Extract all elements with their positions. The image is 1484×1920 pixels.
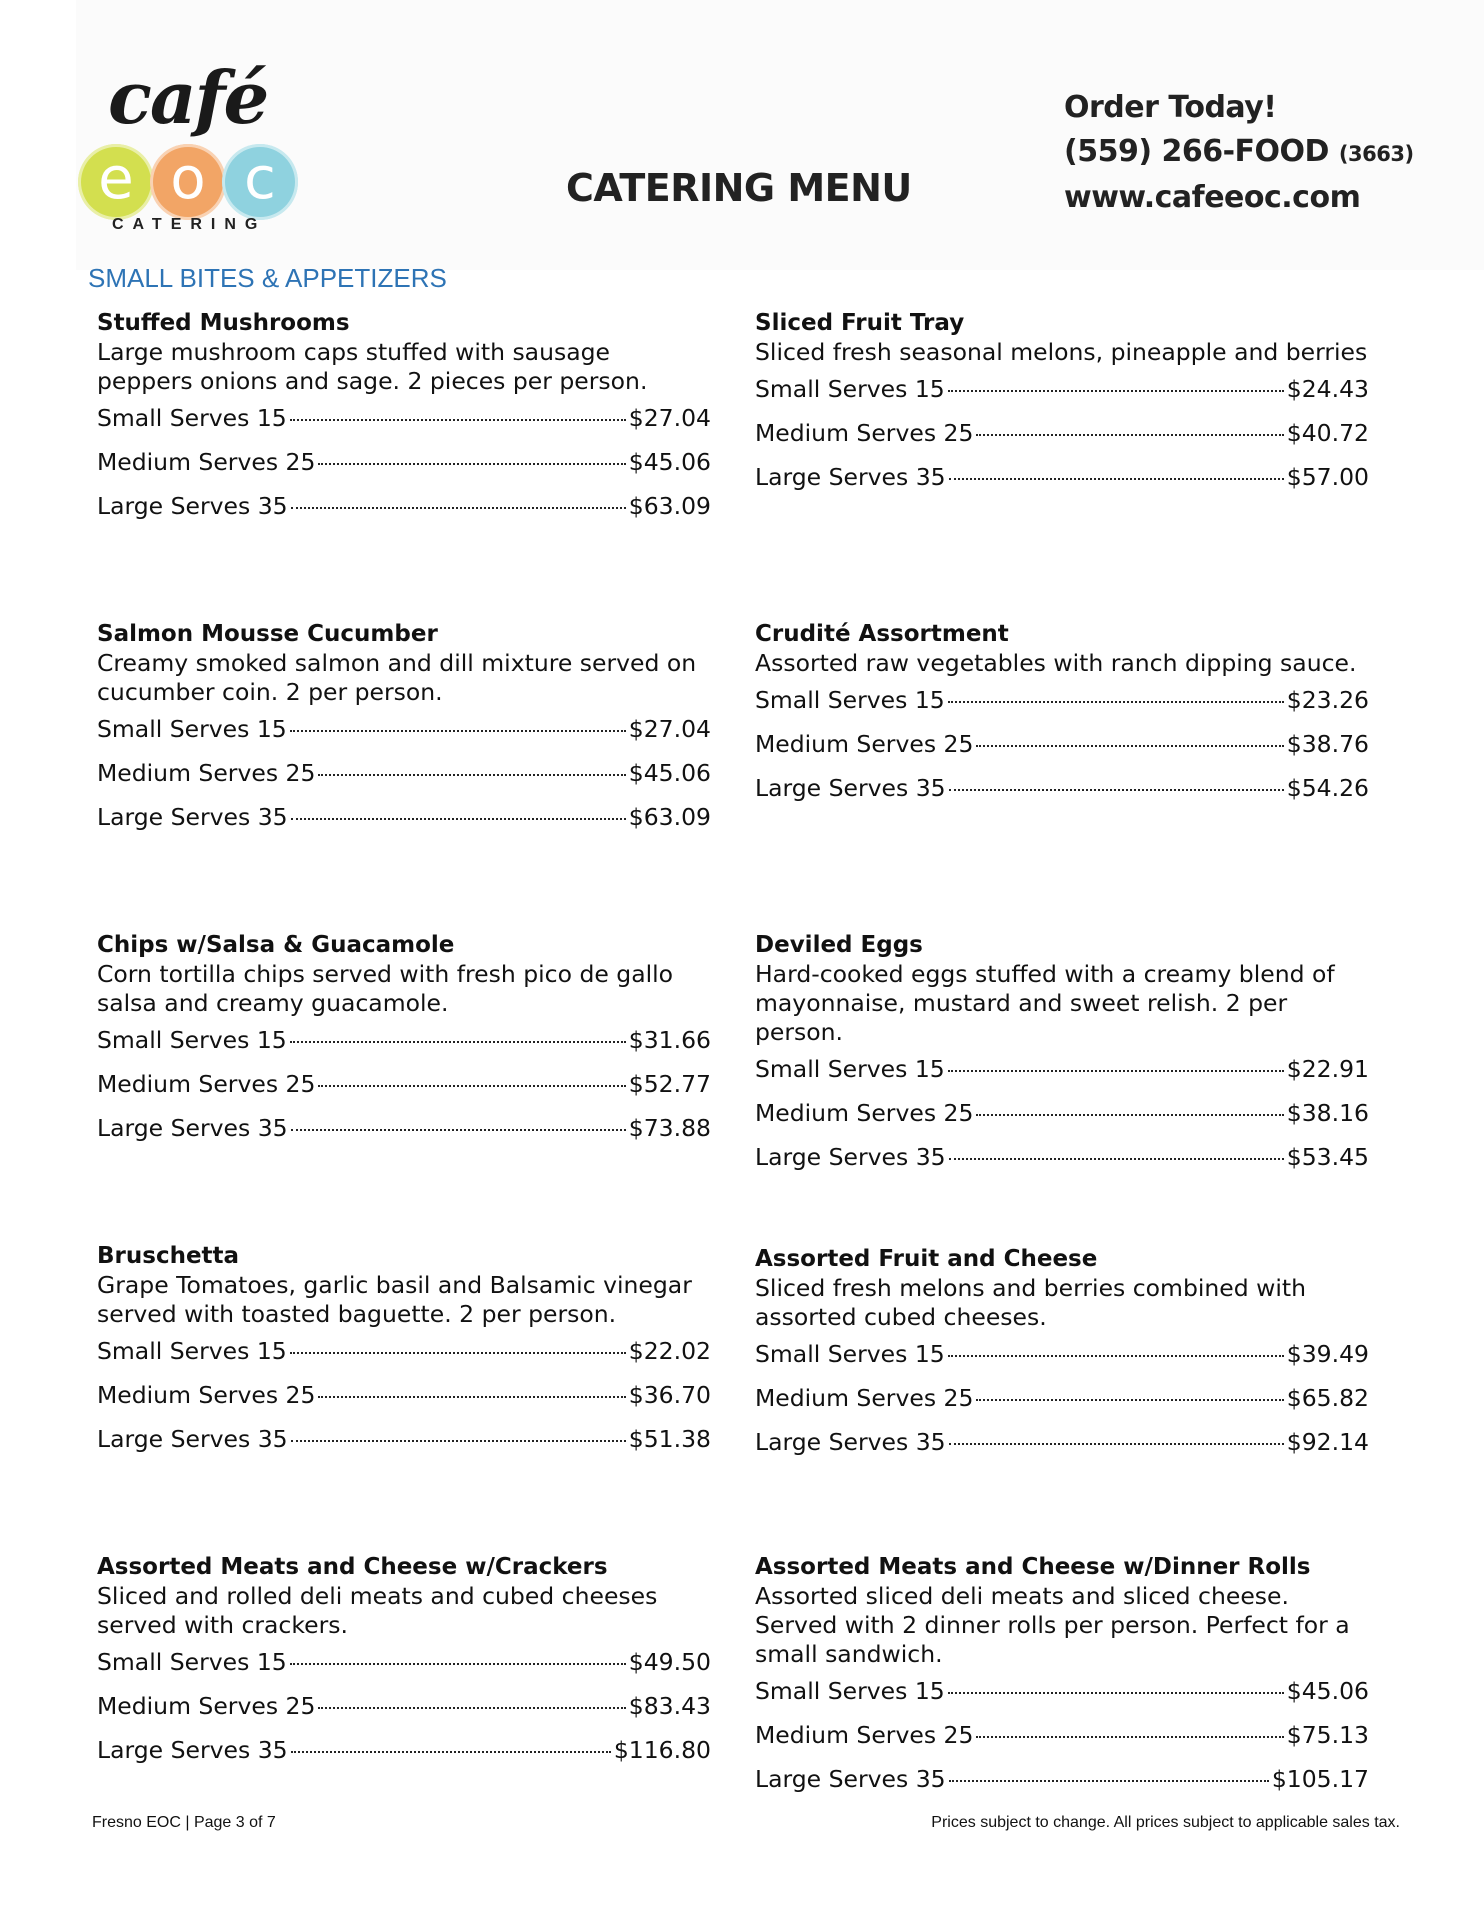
dot-leader xyxy=(290,1041,626,1043)
dot-leader xyxy=(318,774,625,776)
price-row xyxy=(97,440,711,484)
price-value: $31.66 xyxy=(628,1026,711,1054)
price-row xyxy=(755,1669,1369,1713)
price-value: $52.77 xyxy=(628,1070,711,1098)
price-row xyxy=(97,1373,711,1417)
price-label: Large Serves 35 xyxy=(755,463,946,491)
price-label: Medium Serves 25 xyxy=(755,1384,974,1412)
price-label: Medium Serves 25 xyxy=(755,1721,974,1749)
menu-item xyxy=(97,930,711,1150)
price-label: Medium Serves 25 xyxy=(755,419,974,447)
price-row xyxy=(97,1329,711,1373)
price-value: $38.16 xyxy=(1286,1099,1369,1127)
logo-circle-c: c xyxy=(222,144,298,220)
price-label: Small Serves 15 xyxy=(97,715,287,743)
menu-item xyxy=(755,1552,1369,1801)
price-value: $63.09 xyxy=(628,803,711,831)
phone-ext: (3663) xyxy=(1338,142,1414,166)
price-value: $57.00 xyxy=(1286,463,1369,491)
menu-item-name: Assorted Meats and Cheese w/Dinner Rolls xyxy=(755,1554,1311,1580)
menu-item-name: Bruschetta xyxy=(97,1243,240,1269)
menu-item-description: Large mushroom caps stuffed with sausage peppers onions and sage. 2 pieces per person. xyxy=(97,338,648,395)
dot-leader xyxy=(949,789,1284,791)
price-value: $75.13 xyxy=(1286,1721,1369,1749)
price-label: Small Serves 15 xyxy=(97,1337,287,1365)
dot-leader xyxy=(948,701,1284,703)
price-row xyxy=(97,707,711,751)
price-row xyxy=(755,766,1369,810)
price-row xyxy=(755,455,1369,499)
price-row xyxy=(97,396,711,440)
price-row xyxy=(755,411,1369,455)
dot-leader xyxy=(291,818,626,820)
price-label: Medium Serves 25 xyxy=(97,1692,316,1720)
section-title: SMALL BITES & APPETIZERS xyxy=(88,263,447,293)
menu-item xyxy=(755,1244,1369,1464)
dot-leader xyxy=(290,1352,626,1354)
price-value: $40.72 xyxy=(1286,419,1369,447)
menu-item-description: Assorted sliced deli meats and sliced cheese. Served with 2 dinner rolls per person. Perfect for a small sandwich. xyxy=(755,1582,1350,1668)
menu-item-name: Sliced Fruit Tray xyxy=(755,310,965,336)
price-label: Large Serves 35 xyxy=(755,774,946,802)
price-label: Large Serves 35 xyxy=(97,803,288,831)
price-row xyxy=(97,1062,711,1106)
price-row xyxy=(97,795,711,839)
dot-leader xyxy=(318,1707,625,1709)
menu-item-name: Crudité Assortment xyxy=(755,621,1009,647)
price-value: $73.88 xyxy=(628,1114,711,1142)
price-row xyxy=(755,1135,1369,1179)
price-label: Medium Serves 25 xyxy=(755,1099,974,1127)
price-value: $83.43 xyxy=(628,1692,711,1720)
dot-leader xyxy=(948,1692,1284,1694)
price-value: $36.70 xyxy=(628,1381,711,1409)
price-value: $27.04 xyxy=(628,404,711,432)
price-label: Small Serves 15 xyxy=(97,1648,287,1676)
price-label: Medium Serves 25 xyxy=(755,730,974,758)
price-label: Medium Serves 25 xyxy=(97,1381,316,1409)
menu-item xyxy=(755,930,1369,1179)
price-label: Small Serves 15 xyxy=(97,1026,287,1054)
price-value: $45.06 xyxy=(628,448,711,476)
price-value: $92.14 xyxy=(1286,1428,1369,1456)
price-row xyxy=(755,1091,1369,1135)
price-value: $27.04 xyxy=(628,715,711,743)
dot-leader xyxy=(291,1440,626,1442)
price-value: $23.26 xyxy=(1286,686,1369,714)
dot-leader xyxy=(976,1399,1283,1401)
dot-leader xyxy=(290,419,626,421)
dot-leader xyxy=(948,1070,1284,1072)
menu-item-description: Hard-cooked eggs stuffed with a creamy blend of mayonnaise, mustard and sweet relish. 2 per person. xyxy=(755,960,1335,1046)
price-row xyxy=(97,1640,711,1684)
menu-item-description: Sliced fresh melons and berries combined with assorted cubed cheeses. xyxy=(755,1274,1306,1331)
price-row xyxy=(97,1106,711,1150)
price-label: Medium Serves 25 xyxy=(97,1070,316,1098)
price-value: $53.45 xyxy=(1286,1143,1369,1171)
price-label: Large Serves 35 xyxy=(97,1114,288,1142)
price-label: Large Serves 35 xyxy=(97,1736,288,1764)
dot-leader xyxy=(949,1158,1284,1160)
price-label: Medium Serves 25 xyxy=(97,759,316,787)
price-value: $54.26 xyxy=(1286,774,1369,802)
price-value: $65.82 xyxy=(1286,1384,1369,1412)
menu-item-description: Sliced and rolled deli meats and cubed cheeses served with crackers. xyxy=(97,1582,658,1639)
dot-leader xyxy=(290,730,626,732)
cafe-eoc-logo xyxy=(78,55,303,237)
dot-leader xyxy=(948,1355,1284,1357)
price-row xyxy=(755,1047,1369,1091)
menu-item-description: Sliced fresh seasonal melons, pineapple and berries xyxy=(755,338,1368,366)
logo-circle-o: o xyxy=(150,144,226,220)
logo-script: café xyxy=(108,55,268,140)
menu-item-description: Assorted raw vegetables with ranch dipping sauce. xyxy=(755,649,1357,677)
price-label: Large Serves 35 xyxy=(97,492,288,520)
price-row xyxy=(755,1713,1369,1757)
menu-item-description: Creamy smoked salmon and dill mixture served on cucumber coin. 2 per person. xyxy=(97,649,697,706)
footer-disclaimer: Prices subject to change. All prices subject to applicable sales tax. xyxy=(931,1814,1400,1831)
phone-line xyxy=(1064,130,1414,176)
logo-subtitle: CATERING xyxy=(112,216,267,233)
menu-item-name: Stuffed Mushrooms xyxy=(97,310,350,336)
price-label: Medium Serves 25 xyxy=(97,448,316,476)
order-info xyxy=(1064,86,1414,220)
menu-item xyxy=(755,308,1369,499)
menu-item-description: Grape Tomatoes, garlic basil and Balsamic vinegar served with toasted baguette. 2 per person. xyxy=(97,1271,692,1328)
price-row xyxy=(97,1018,711,1062)
order-label: Order Today! xyxy=(1064,90,1277,125)
price-label: Small Serves 15 xyxy=(755,1055,945,1083)
price-value: $45.06 xyxy=(628,759,711,787)
website-link[interactable]: www.cafeeoc.com xyxy=(1064,180,1361,215)
price-row xyxy=(97,1684,711,1728)
dot-leader xyxy=(976,745,1283,747)
dot-leader xyxy=(949,1443,1284,1445)
menu-item-name: Chips w/Salsa & Guacamole xyxy=(97,932,455,958)
dot-leader xyxy=(948,390,1284,392)
price-value: $24.43 xyxy=(1286,375,1369,403)
dot-leader xyxy=(318,463,625,465)
price-value: $63.09 xyxy=(628,492,711,520)
footer-page-info: Fresno EOC | Page 3 of 7 xyxy=(92,1814,276,1831)
price-label: Small Serves 15 xyxy=(755,1677,945,1705)
price-value: $49.50 xyxy=(628,1648,711,1676)
menu-item xyxy=(97,1552,711,1772)
menu-item xyxy=(97,1241,711,1461)
dot-leader xyxy=(318,1396,625,1398)
price-row xyxy=(97,751,711,795)
price-label: Large Serves 35 xyxy=(97,1425,288,1453)
dot-leader xyxy=(976,434,1283,436)
menu-item-name: Assorted Meats and Cheese w/Crackers xyxy=(97,1554,608,1580)
menu-item xyxy=(97,619,711,839)
price-row xyxy=(755,722,1369,766)
dot-leader xyxy=(291,507,626,509)
price-row xyxy=(755,678,1369,722)
price-row xyxy=(755,367,1369,411)
price-value: $39.49 xyxy=(1286,1340,1369,1368)
price-value: $105.17 xyxy=(1271,1765,1369,1793)
price-row xyxy=(755,1332,1369,1376)
page-title: CATERING MENU xyxy=(566,166,912,210)
logo-circle-e: e xyxy=(78,144,154,220)
dot-leader xyxy=(949,478,1284,480)
price-row xyxy=(755,1420,1369,1464)
phone-number: (559) 266-FOOD xyxy=(1064,134,1329,169)
price-value: $38.76 xyxy=(1286,730,1369,758)
price-row xyxy=(97,1417,711,1461)
price-label: Large Serves 35 xyxy=(755,1143,946,1171)
dot-leader xyxy=(291,1129,626,1131)
price-row xyxy=(97,1728,711,1772)
price-label: Large Serves 35 xyxy=(755,1765,946,1793)
menu-item-name: Assorted Fruit and Cheese xyxy=(755,1246,1098,1272)
price-label: Large Serves 35 xyxy=(755,1428,946,1456)
price-label: Small Serves 15 xyxy=(755,375,945,403)
price-value: $116.80 xyxy=(613,1736,711,1764)
price-label: Small Serves 15 xyxy=(755,686,945,714)
price-value: $22.02 xyxy=(628,1337,711,1365)
dot-leader xyxy=(290,1663,626,1665)
price-value: $22.91 xyxy=(1286,1055,1369,1083)
price-row xyxy=(755,1757,1369,1801)
menu-item-name: Salmon Mousse Cucumber xyxy=(97,621,438,647)
price-row xyxy=(755,1376,1369,1420)
price-value: $51.38 xyxy=(628,1425,711,1453)
price-row xyxy=(97,484,711,528)
dot-leader xyxy=(976,1114,1283,1116)
price-label: Small Serves 15 xyxy=(755,1340,945,1368)
dot-leader xyxy=(318,1085,625,1087)
menu-item-description: Corn tortilla chips served with fresh pico de gallo salsa and creamy guacamole. xyxy=(97,960,674,1017)
menu-item xyxy=(755,619,1369,810)
dot-leader xyxy=(976,1736,1283,1738)
dot-leader xyxy=(291,1751,611,1753)
price-value: $45.06 xyxy=(1286,1677,1369,1705)
menu-item xyxy=(97,308,711,528)
menu-item-name: Deviled Eggs xyxy=(755,932,923,958)
price-label: Small Serves 15 xyxy=(97,404,287,432)
dot-leader xyxy=(949,1780,1269,1782)
